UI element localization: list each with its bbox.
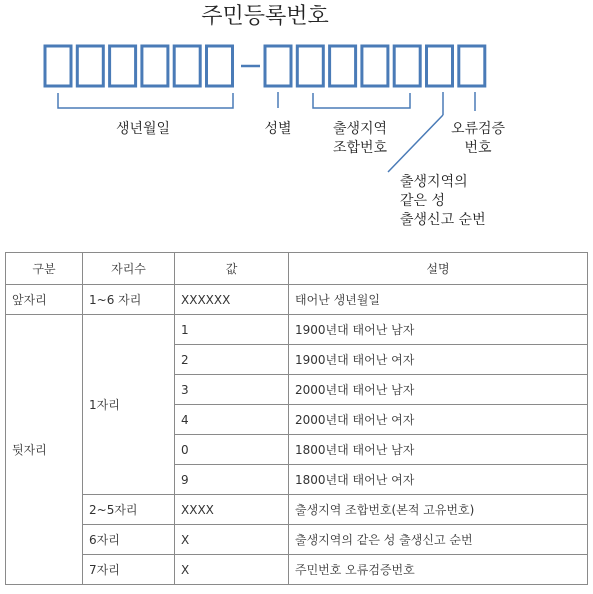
cell-value: XXXX — [175, 495, 289, 525]
cell-category: 앞자리 — [6, 285, 83, 315]
rrn-diagram — [0, 0, 593, 240]
front-digit-box — [45, 46, 71, 86]
cell-category: 뒷자리 — [6, 315, 83, 585]
cell-digits: 1~6 자리 — [83, 285, 175, 315]
header-category: 구분 — [6, 253, 83, 285]
table-row — [6, 525, 588, 555]
order-label-2: 같은 성 — [400, 193, 446, 209]
cell-value: 1 — [175, 315, 289, 345]
checksum-label-2: 번호 — [464, 140, 492, 156]
rrn-diagram-svg — [0, 0, 593, 240]
order-label-1: 출생지역의 — [400, 174, 468, 190]
cell-description: 1800년대 태어난 남자 — [289, 435, 588, 465]
cell-value: X — [175, 525, 289, 555]
back-digit-box — [362, 46, 388, 86]
table-header-row — [6, 253, 588, 285]
cell-digits: 7자리 — [83, 555, 175, 585]
back-digit-box — [297, 46, 323, 86]
gender-label: 성별 — [264, 121, 292, 137]
cell-digits: 2~5자리 — [83, 495, 175, 525]
cell-description: 태어난 생년월일 — [289, 285, 588, 315]
front-digit-box — [174, 46, 200, 86]
back-digit-box — [330, 46, 356, 86]
region-label-2: 조합번호 — [332, 140, 388, 156]
table-row — [6, 495, 588, 525]
order-leader — [388, 115, 443, 172]
header-digits: 자리수 — [83, 253, 175, 285]
table-row — [6, 315, 588, 345]
region-label-1: 출생지역 — [332, 121, 388, 137]
region-bracket — [313, 93, 410, 108]
cell-description: 주민번호 오류검증번호 — [289, 555, 588, 585]
cell-description: 1900년대 태어난 여자 — [289, 345, 588, 375]
cell-description: 출생지역의 같은 성 출생신고 순번 — [289, 525, 588, 555]
checksum-label-1: 오류검증 — [450, 121, 506, 137]
cell-digits: 1자리 — [83, 315, 175, 495]
cell-value: XXXXXX — [175, 285, 289, 315]
birth-bracket — [58, 93, 233, 108]
front-digit-box — [142, 46, 168, 86]
front-digit-box — [77, 46, 103, 86]
cell-description: 2000년대 태어난 여자 — [289, 405, 588, 435]
cell-digits: 6자리 — [83, 525, 175, 555]
front-digit-box — [110, 46, 136, 86]
cell-value: 4 — [175, 405, 289, 435]
digit-boxes — [45, 46, 485, 86]
cell-description: 1900년대 태어난 남자 — [289, 315, 588, 345]
cell-value: 2 — [175, 345, 289, 375]
cell-description: 1800년대 태어난 여자 — [289, 465, 588, 495]
back-digit-box — [394, 46, 420, 86]
birth-label: 생년월일 — [115, 121, 171, 137]
order-label-3: 출생신고 순번 — [400, 212, 486, 228]
cell-description: 2000년대 태어난 남자 — [289, 375, 588, 405]
back-digit-box — [265, 46, 291, 86]
front-digit-box — [207, 46, 233, 86]
header-description: 설명 — [289, 253, 588, 285]
cell-description: 출생지역 조합번호(본적 고유번호) — [289, 495, 588, 525]
rrn-table — [5, 252, 588, 585]
back-digit-box — [459, 46, 485, 86]
cell-value: 9 — [175, 465, 289, 495]
cell-value: 0 — [175, 435, 289, 465]
diagram-title: 주민등록번호 — [201, 4, 329, 29]
table-row — [6, 285, 588, 315]
cell-value: X — [175, 555, 289, 585]
table-row — [6, 555, 588, 585]
header-value: 값 — [175, 253, 289, 285]
cell-value: 3 — [175, 375, 289, 405]
back-digit-box — [427, 46, 453, 86]
